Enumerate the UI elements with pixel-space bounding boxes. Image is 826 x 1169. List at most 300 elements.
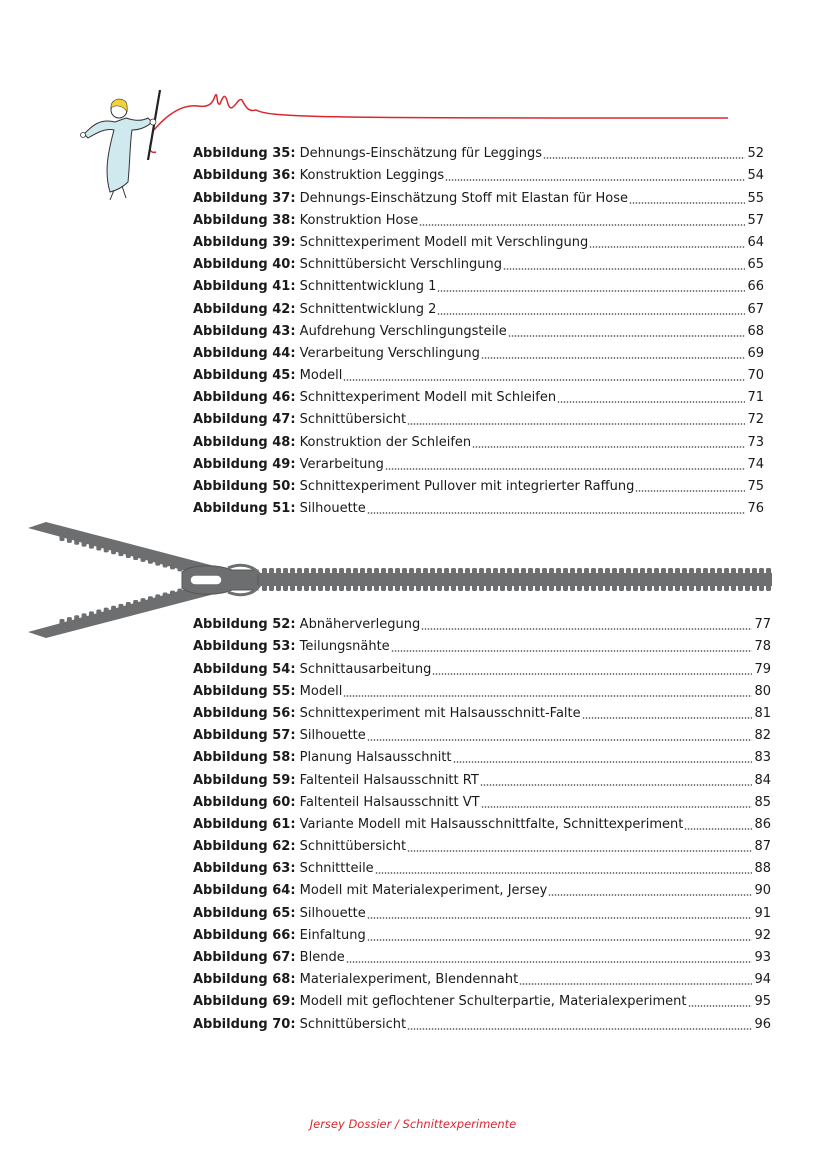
toc-entry [193,295,764,317]
zipper-tooth [682,585,687,591]
page-number: 52 [747,146,764,162]
figure-number: Abbildung 37: [193,190,296,206]
toc-entry [193,1010,771,1032]
toc-entry-text [193,861,374,877]
toc-entry [193,811,771,833]
dot-leader [407,423,745,425]
zipper-tooth [339,568,344,574]
page-number: 68 [747,323,764,339]
zipper-tooth [507,585,512,591]
figure-title: Schnittexperiment Pullover mit integrierter Raffung [299,479,635,494]
toc-entry-text [193,750,452,766]
toc-entry-text [193,617,420,633]
zipper-tooth [535,585,540,591]
figure-number: Abbildung 60: [193,794,296,810]
figure-number: Abbildung 59: [193,772,296,788]
figure-number: Abbildung 56: [193,705,296,721]
dot-leader [481,806,753,808]
zipper-tooth [346,568,351,574]
figure-title: Faltenteil Halsausschnitt VT [299,794,480,810]
zipper-tooth [126,552,131,558]
zipper-tooth [668,568,673,574]
zipper-tooth [549,568,554,574]
toc-entry-text [193,950,345,966]
zipper-tooth [696,568,701,574]
dot-leader [629,202,745,204]
zipper-tooth [591,585,596,591]
toc-entry-text [193,906,366,922]
figure-title: Schnittübersicht [299,412,407,428]
toc-entry-text [193,972,518,988]
zipper-tooth [155,560,160,566]
dot-leader [407,850,752,852]
zipper-tooth [654,585,659,591]
toc-entry-text [193,817,683,833]
dot-leader [343,695,752,697]
figure-title: Schnittausarbeitung [299,661,432,677]
zipper-tooth [752,585,757,591]
page-number: 91 [754,905,771,921]
figure-number: Abbildung 40: [193,257,296,273]
dot-leader [543,157,745,159]
zipper-tooth [570,568,575,574]
zipper-tooth [458,568,463,574]
page-number: 88 [754,861,771,877]
zipper-tooth [472,585,477,591]
toc-entry-text [193,324,507,340]
figure-number: Abbildung 57: [193,728,296,744]
zipper-tooth [67,617,72,623]
toc-entry [193,451,764,473]
zipper-tooth [367,568,372,574]
zipper-tooth [89,543,94,549]
zipper-tooth [486,568,491,574]
page-number: 55 [747,190,764,206]
page-number: 57 [747,212,764,228]
zipper-tooth [141,598,146,604]
zipper-tooth [556,568,561,574]
figure-number: Abbildung 62: [193,839,296,855]
figure-number: Abbildung 49: [193,456,296,472]
page-number: 78 [754,639,771,655]
figure-number: Abbildung 42: [193,301,296,317]
zipper-tooth [353,568,358,574]
zipper-tooth [598,568,603,574]
red-thread-line [154,95,728,130]
toc-entry [193,340,764,362]
figure-title: Dehnungs-Einschätzung für Leggings [299,146,543,162]
toc-entry [193,473,764,495]
figure-number: Abbildung 44: [193,345,296,361]
zipper-tooth [759,568,764,574]
figure-title: Modell mit geflochtener Schulterpartie, Materialexperiment [299,994,687,1010]
figure-number: Abbildung 58: [193,750,296,766]
zipper-tooth [654,568,659,574]
figure-number: Abbildung 70: [193,1016,296,1032]
zipper-tooth [612,585,617,591]
zipper-tooth [731,585,736,591]
zipper-tooth [521,568,526,574]
zipper-tooth [430,568,435,574]
zipper-tooth [507,568,512,574]
page-number: 54 [747,168,764,184]
zipper-tooth [535,568,540,574]
zipper-tooth [82,541,87,547]
dot-leader [508,335,746,337]
toc-entry [193,633,771,655]
page-number: 90 [754,883,771,899]
toc-entry-text [193,257,502,273]
page-footer: Jersey Dossier / Schnittexperimente [309,1117,517,1131]
toc-entry [193,789,771,811]
page-number: 84 [754,772,771,788]
page-number: 85 [754,794,771,810]
zipper-tooth [710,585,715,591]
figure-title: Silhouette [299,728,366,744]
zipper-tooth [374,585,379,591]
zipper-tooth [703,568,708,574]
figure-title: Modell [299,368,343,384]
figure-number: Abbildung 67: [193,950,296,965]
toc-entry-text [193,191,628,207]
zipper-tooth [111,606,116,612]
zipper-tooth [388,568,393,574]
page-number: 66 [747,279,764,295]
toc-entry [193,722,771,744]
figure-title: Materialexperiment, Blendennaht [299,972,519,988]
zipper-tooth [141,556,146,562]
figure-number: Abbildung 53: [193,639,296,655]
toc-entry-text [193,795,480,811]
figure-title: Blende [299,950,345,965]
page-number: 96 [754,1016,771,1032]
zipper-tooth [444,585,449,591]
page-number: 83 [754,750,771,766]
figure-number: Abbildung 47: [193,412,296,428]
figure-title: Schnittexperiment Modell mit Verschlingung [299,234,589,250]
zipper-tooth [451,585,456,591]
figure-title: Planung Halsausschnitt [299,750,452,766]
figure-number: Abbildung 43: [193,323,296,339]
zipper-tooth [96,610,101,616]
toc-entry [193,700,771,722]
toc-entry-text [193,994,687,1010]
page-number: 93 [754,950,771,965]
zipper-tooth [283,585,288,591]
dot-leader [557,401,745,403]
zipper-tooth [89,611,94,617]
figure-number: Abbildung 66: [193,927,296,943]
zipper-tooth [437,585,442,591]
zipper-tooth [416,568,421,574]
figure-title: Schnittentwicklung 2 [299,301,437,317]
zipper-tooth [276,568,281,574]
zipper-tooth [500,568,505,574]
dot-leader [445,179,745,181]
toc-entry [193,655,771,677]
figure-number: Abbildung 35: [193,146,296,162]
dot-leader [343,379,745,381]
zipper-tooth [563,585,568,591]
figure-list-part-2 [193,611,771,1033]
zipper-tooth [170,563,175,569]
page-number: 75 [747,479,764,494]
zipper-tooth [605,568,610,574]
zipper-tooth [269,585,274,591]
dot-leader [503,268,745,270]
zipper-tooth [104,546,109,552]
page-number: 86 [754,816,771,832]
zipper-tooth [353,585,358,591]
zipper-tooth [304,568,309,574]
figure-title: Konstruktion Hose [299,212,419,228]
toc-entry [193,406,764,428]
zipper-tooth [416,585,421,591]
dot-leader [453,761,753,763]
dot-leader [367,739,753,741]
zipper-tooth [177,565,182,571]
dot-leader [367,939,753,941]
zipper-tooth [479,568,484,574]
zipper-tooth [528,568,533,574]
zipper-tooth [738,585,743,591]
dress-shape [84,118,152,192]
figure-number: Abbildung 41: [193,279,296,295]
zipper-tooth [458,585,463,591]
figure-title: Dehnungs-Einschätzung Stoff mit Elastan für Hose [299,190,629,206]
zipper-tooth [118,550,123,556]
zipper-tooth [290,568,295,574]
toc-entry [193,944,771,966]
zipper-tooth [542,585,547,591]
toc-entry [193,251,764,273]
zipper-tooth [297,585,302,591]
dot-leader [346,961,753,963]
zipper-tooth [479,585,484,591]
zipper-tooth [626,585,631,591]
figure-number: Abbildung 61: [193,816,296,832]
zipper-tooth [703,585,708,591]
zipper-tooth [724,585,729,591]
toc-entry-text [193,706,581,722]
toc-entry [193,966,771,988]
toc-entry [193,922,771,944]
zipper-tooth [710,568,715,574]
zipper-tooth [668,585,673,591]
dot-leader [419,224,745,226]
figure-title: Schnittübersicht [299,839,407,855]
toc-entry [193,744,771,766]
zipper-tooth [577,585,582,591]
zipper-tooth [521,585,526,591]
toc-entry [193,229,764,251]
zipper-tooth [633,585,638,591]
zipper-tooth [682,568,687,574]
figure-number: Abbildung 51: [193,501,296,517]
zipper-tooth [528,585,533,591]
zipper-tooth [325,585,330,591]
toc-entry-text [193,728,366,744]
zipper-tooth [675,585,680,591]
figure-number: Abbildung 64: [193,883,296,899]
zipper-tooth [269,568,274,574]
zipper-tooth [367,585,372,591]
zipper-tooth [297,568,302,574]
page-number: 79 [754,661,771,677]
zipper-tooth [360,585,365,591]
dot-leader [385,468,746,470]
zipper-tooth [514,568,519,574]
zipper-tooth [262,585,267,591]
zipper-tooth [661,568,666,574]
toc-entry-text [193,435,471,451]
toc-entry-text [193,457,384,473]
zipper-tooth [640,568,645,574]
dot-leader [589,246,745,248]
zipper-tooth [60,619,65,625]
zipper-tooth [395,568,400,574]
page-number: 65 [747,257,764,273]
toc-entry-text [193,302,436,318]
page-number: 77 [754,617,771,633]
zipper-tooth [591,568,596,574]
page-number: 82 [754,728,771,744]
zipper-closed-strip [258,573,772,586]
zipper-tooth [584,585,589,591]
toc-entry-text [193,279,436,295]
figure-number: Abbildung 69: [193,994,296,1010]
page-number: 87 [754,839,771,855]
zipper-tooth [584,568,589,574]
figure-number: Abbildung 52: [193,617,296,633]
page-number: 69 [747,345,764,361]
zipper-tooth [339,585,344,591]
toc-entry-text [193,1017,406,1033]
zipper-tooth [577,568,582,574]
zipper-tooth [409,585,414,591]
toc-entry-text [193,639,390,655]
page-number: 70 [747,368,764,384]
page-number: 81 [754,705,771,721]
zipper-tooth [276,585,281,591]
toc-entry [193,273,764,295]
figure-title: Silhouette [299,501,366,517]
zipper-tooth [170,591,175,597]
dot-leader [375,872,753,874]
figure-title: Abnäherverlegung [299,617,421,633]
zipper-tooth [163,562,168,568]
page-number: 92 [754,927,771,943]
zipper-tooth [444,568,449,574]
zipper-tooth [647,585,652,591]
zipper-tooth [82,613,87,619]
zipper-tooth [570,585,575,591]
zipper-tooth [619,585,624,591]
zipper-tooth [549,585,554,591]
toc-entry [193,495,764,517]
figure-number: Abbildung 45: [193,368,296,384]
zipper-tooth [133,600,138,606]
zipper-tooth [126,602,131,608]
zipper-tooth [745,585,750,591]
figure-title: Schnittübersicht Verschlingung [299,257,503,273]
dot-leader [407,1028,752,1030]
toc-entry-text [193,368,342,384]
toc-entry [193,362,764,384]
toc-entry [193,833,771,855]
zipper-tooth [381,585,386,591]
zipper-tooth [318,585,323,591]
zipper-tooth [514,585,519,591]
zipper-tooth [472,568,477,574]
figure-title: Silhouette [299,905,366,921]
zipper-tooth [96,544,101,550]
figure-number: Abbildung 55: [193,683,296,699]
figure-title: Konstruktion der Schleifen [299,434,472,450]
dot-leader [437,313,745,315]
zipper-tooth [402,585,407,591]
figure-title: Schnittteile [299,861,374,877]
zipper-tooth [612,568,617,574]
toc-entry-text [193,146,542,162]
zipper-tooth [290,585,295,591]
zipper-tooth [332,585,337,591]
figure-title: Einfaltung [299,927,366,943]
zipper-tooth [304,585,309,591]
toc-entry [193,766,771,788]
zipper-tooth [647,568,652,574]
zipper-tooth [493,568,498,574]
zipper-tooth [388,585,393,591]
zipper-tooth [104,608,109,614]
zipper-tooth [486,585,491,591]
zipper-tooth [395,585,400,591]
toc-entry-text [193,684,342,700]
figure-title: Schnittübersicht [299,1016,407,1032]
zipper-tooth [118,604,123,610]
figure-number: Abbildung 50: [193,479,296,494]
toc-entry-text [193,773,479,789]
zipper-tooth [633,568,638,574]
figure-title: Schnittentwicklung 1 [299,279,437,295]
toc-entry [193,899,771,921]
figure-number: Abbildung 48: [193,434,296,450]
zipper-tooth [766,568,771,574]
zipper-tooth [724,568,729,574]
zipper-tooth [493,585,498,591]
toc-entry [193,207,764,229]
toc-entry [193,877,771,899]
zipper-tooth [605,585,610,591]
zipper-tooth [661,585,666,591]
zipper-tooth [465,568,470,574]
figure-title: Faltenteil Halsausschnitt RT [299,772,479,788]
dot-leader [367,917,753,919]
zipper-tooth [374,568,379,574]
zipper-tooth [738,568,743,574]
zipper-tooth [262,568,267,574]
figure-number: Abbildung 46: [193,390,296,406]
zipper-tooth [675,568,680,574]
zipper-tooth [766,585,771,591]
page-number: 64 [747,234,764,250]
zipper-tooth [283,568,288,574]
toc-entry [193,678,771,700]
figure-title: Variante Modell mit Halsausschnittfalte, Schnittexperiment [299,816,684,832]
zipper-tooth [759,585,764,591]
figure-list-part-1 [193,140,764,517]
zipper-tooth [332,568,337,574]
